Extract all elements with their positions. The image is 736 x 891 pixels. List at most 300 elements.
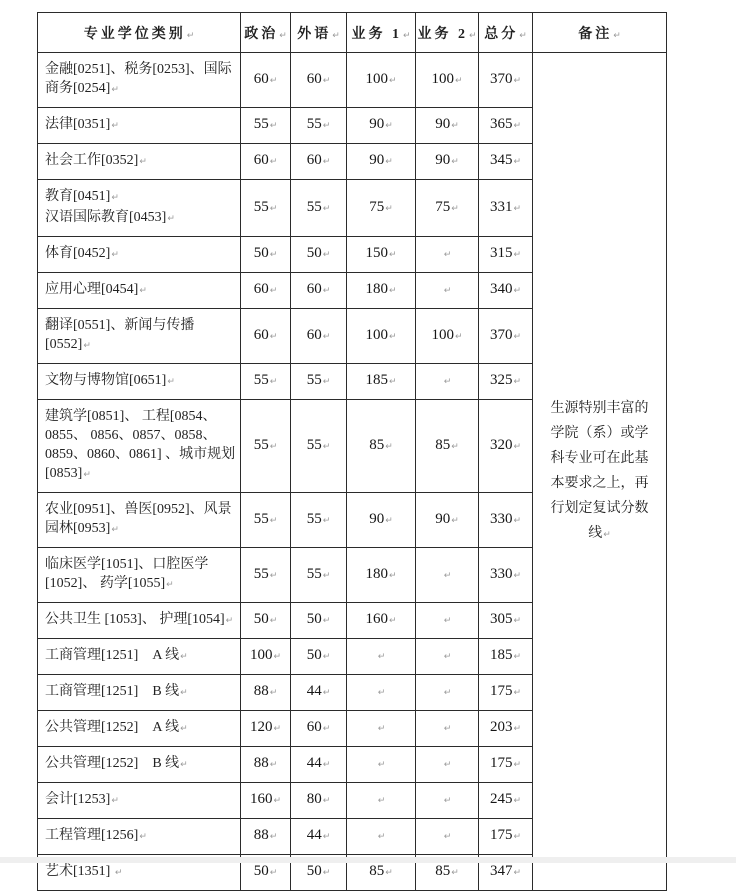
paragraph-mark-icon: ↵: [385, 441, 393, 452]
business1-cell: [347, 237, 416, 273]
category-text: 临床医学[1051]、口腔医学[1052]、 药学[1055]: [45, 557, 209, 591]
score-value: 55: [253, 116, 269, 132]
paragraph-mark-icon: ↵: [377, 724, 386, 734]
score-value: 60: [306, 719, 322, 735]
table-row: [38, 53, 667, 108]
category-text: 工程管理[1256]: [45, 828, 139, 843]
foreign-language-cell: [291, 273, 347, 309]
column-header-politics: [241, 13, 291, 53]
politics-cell: [241, 273, 291, 309]
politics-cell: [241, 548, 291, 603]
foreign-language-cell: [291, 108, 347, 144]
score-value: 88: [253, 827, 269, 843]
score-value: 60: [306, 70, 322, 87]
category-cell: [38, 747, 241, 783]
score-value: 245: [489, 791, 513, 807]
total-score-cell: [479, 819, 533, 855]
score-value: 100: [431, 326, 454, 343]
score-value: 50: [253, 863, 269, 879]
score-value: 185: [489, 647, 513, 663]
category-text: 文物与博物馆[0651]: [45, 373, 167, 388]
paragraph-mark-icon: ↵: [513, 688, 522, 698]
foreign-language-cell: [291, 675, 347, 711]
politics-cell: [241, 747, 291, 783]
category-cell: [38, 53, 241, 108]
paragraph-mark-icon: ↵: [454, 75, 463, 86]
category-cell: [38, 675, 241, 711]
total-score-cell: [479, 400, 533, 493]
foreign-language-cell: [291, 639, 347, 675]
category-cell: [38, 639, 241, 675]
paragraph-mark-icon: ↵: [322, 203, 331, 214]
total-score-cell: [479, 675, 533, 711]
paragraph-mark-icon: ↵: [513, 868, 522, 878]
paragraph-mark-icon: ↵: [388, 616, 397, 626]
business1-cell: [347, 400, 416, 493]
paragraph-mark-icon: ↵: [111, 250, 119, 260]
paragraph-mark-icon: ↵: [322, 286, 331, 296]
category-text: 建筑学[0851]、 工程[0854、 0855、 0856、0857、0858、0859、0860、0861] 、城市规划[0853]: [45, 409, 236, 481]
paragraph-mark-icon: ↵: [180, 760, 188, 770]
column-header-label: 政治: [244, 26, 279, 42]
total-score-cell: [479, 180, 533, 237]
foreign-language-cell: [291, 400, 347, 493]
total-score-cell: [479, 273, 533, 309]
paragraph-mark-icon: ↵: [443, 652, 452, 662]
category-cell: [38, 400, 241, 493]
total-score-cell: [479, 783, 533, 819]
paragraph-mark-icon: ↵: [180, 688, 188, 698]
score-value: 55: [306, 565, 322, 582]
category-text: 应用心理[0454]: [45, 282, 139, 297]
score-value: 50: [253, 611, 269, 627]
total-score-cell: [479, 711, 533, 747]
foreign-language-cell: [291, 364, 347, 400]
foreign-language-cell: [291, 53, 347, 108]
paragraph-mark-icon: ↵: [468, 30, 477, 41]
business2-cell: [416, 639, 479, 675]
score-value: 44: [306, 755, 322, 771]
category-cell: [38, 144, 241, 180]
paragraph-mark-icon: ↵: [322, 377, 331, 387]
paragraph-mark-icon: ↵: [388, 377, 397, 387]
paragraph-mark-icon: ↵: [322, 121, 331, 131]
business2-cell: [416, 364, 479, 400]
paragraph-mark-icon: ↵: [273, 724, 282, 734]
category-text: 工商管理[1251] B 线: [45, 684, 180, 699]
score-value: 100: [431, 70, 454, 87]
remark-text: 生源特别丰富的学院（系）或学科专业可在此基本要求之上，再行划定复试分数线: [550, 400, 649, 541]
business2-cell: [416, 144, 479, 180]
paragraph-mark-icon: ↵: [180, 724, 188, 734]
paragraph-mark-icon: ↵: [269, 570, 278, 581]
paragraph-mark-icon: ↵: [186, 30, 195, 41]
score-value: 55: [253, 198, 269, 215]
score-value: 50: [306, 863, 322, 879]
score-value: 315: [489, 245, 513, 261]
total-score-cell: [479, 493, 533, 548]
category-text: 翻译[0551]、新闻与传播[0552]: [45, 318, 195, 352]
paragraph-mark-icon: ↵: [322, 441, 331, 452]
business2-cell: [416, 309, 479, 364]
category-text: 工商管理[1251] A 线: [45, 648, 180, 663]
business1-cell: [347, 783, 416, 819]
paragraph-mark-icon: ↵: [443, 250, 452, 260]
paragraph-mark-icon: ↵: [385, 157, 393, 167]
paragraph-mark-icon: ↵: [377, 652, 386, 662]
category-cell: [38, 309, 241, 364]
total-score-cell: [479, 364, 533, 400]
category-text: 公共管理[1252] A 线: [45, 720, 180, 735]
business2-cell: [416, 273, 479, 309]
score-value: 320: [489, 436, 513, 453]
paragraph-mark-icon: ↵: [111, 85, 119, 95]
paragraph-mark-icon: ↵: [385, 203, 393, 214]
score-value: 90: [435, 152, 451, 168]
paragraph-mark-icon: ↵: [443, 832, 452, 842]
paragraph-mark-icon: ↵: [114, 868, 123, 878]
category-text: 农业[0951]、兽医[0952]、风景园林[0953]: [45, 502, 232, 536]
category-text: 会计[1253]: [45, 792, 111, 807]
paragraph-mark-icon: ↵: [513, 286, 522, 296]
foreign-language-cell: [291, 237, 347, 273]
score-value: 55: [306, 436, 322, 453]
politics-cell: [241, 639, 291, 675]
score-value: 120: [249, 719, 273, 735]
column-header-label: 专业学位类别: [83, 26, 186, 42]
paragraph-mark-icon: ↵: [332, 30, 340, 41]
paragraph-mark-icon: ↵: [513, 652, 522, 662]
remark-cell: [533, 53, 667, 891]
paragraph-mark-icon: ↵: [269, 616, 278, 626]
score-value: 100: [365, 70, 388, 87]
paragraph-mark-icon: ↵: [513, 441, 522, 452]
paragraph-mark-icon: ↵: [166, 580, 174, 590]
paragraph-mark-icon: ↵: [139, 157, 147, 167]
foreign-language-cell: [291, 747, 347, 783]
column-header-label: 总分: [484, 26, 519, 42]
paragraph-mark-icon: ↵: [377, 832, 386, 842]
business1-cell: [347, 108, 416, 144]
score-value: 55: [306, 510, 322, 527]
paragraph-mark-icon: ↵: [443, 796, 452, 806]
score-value: 55: [253, 565, 269, 582]
paragraph-mark-icon: ↵: [269, 868, 278, 878]
score-value: 55: [306, 372, 322, 388]
score-value: 90: [435, 116, 451, 132]
paragraph-mark-icon: ↵: [454, 331, 463, 342]
category-text: 体育[0452]: [45, 246, 111, 261]
foreign-language-cell: [291, 180, 347, 237]
politics-cell: [241, 237, 291, 273]
score-value: 55: [253, 436, 269, 453]
paragraph-mark-icon: ↵: [322, 157, 331, 167]
paragraph-mark-icon: ↵: [269, 286, 278, 296]
paragraph-mark-icon: ↵: [451, 157, 459, 167]
total-score-cell: [479, 639, 533, 675]
score-value: 90: [369, 116, 385, 132]
score-value: 330: [489, 565, 513, 582]
category-cell: [38, 364, 241, 400]
score-value: 55: [306, 116, 322, 132]
foreign-language-cell: [291, 144, 347, 180]
business1-cell: [347, 493, 416, 548]
category-text: 社会工作[0352]: [45, 153, 139, 168]
category-text: 公共卫生 [1053]、 护理[1054]: [45, 612, 225, 627]
politics-cell: [241, 364, 291, 400]
business1-cell: [347, 603, 416, 639]
score-value: 330: [489, 510, 513, 527]
paragraph-mark-icon: ↵: [322, 652, 331, 662]
category-cell: [38, 819, 241, 855]
paragraph-mark-icon: ↵: [322, 796, 331, 806]
total-score-cell: [479, 108, 533, 144]
paragraph-mark-icon: ↵: [269, 760, 278, 770]
category-cell: [38, 180, 241, 237]
score-value: 180: [365, 565, 388, 582]
paragraph-mark-icon: ↵: [269, 121, 278, 131]
paragraph-mark-icon: ↵: [513, 515, 522, 526]
column-header-label: 备注: [578, 26, 613, 42]
score-value: 60: [306, 326, 322, 343]
business1-cell: [347, 309, 416, 364]
paragraph-mark-icon: ↵: [388, 286, 397, 296]
paragraph-mark-icon: ↵: [322, 250, 331, 260]
paragraph-mark-icon: ↵: [513, 377, 522, 387]
paragraph-mark-icon: ↵: [385, 868, 393, 878]
paragraph-mark-icon: ↵: [513, 570, 522, 581]
paragraph-mark-icon: ↵: [167, 214, 175, 224]
paragraph-mark-icon: ↵: [269, 331, 278, 342]
total-score-cell: [479, 548, 533, 603]
politics-cell: [241, 819, 291, 855]
paragraph-mark-icon: ↵: [388, 331, 397, 342]
politics-cell: [241, 711, 291, 747]
header-row: [38, 13, 667, 53]
score-value: 365: [489, 116, 513, 132]
score-value: 100: [249, 647, 273, 663]
paragraph-mark-icon: ↵: [322, 760, 331, 770]
business2-cell: [416, 180, 479, 237]
column-header-total-score: [479, 13, 533, 53]
business1-cell: [347, 747, 416, 783]
paragraph-mark-icon: ↵: [513, 796, 522, 806]
column-header-category: [38, 13, 241, 53]
total-score-cell: [479, 309, 533, 364]
politics-cell: [241, 53, 291, 108]
score-value: 85: [369, 863, 385, 879]
score-value: 60: [306, 152, 322, 168]
paragraph-mark-icon: ↵: [385, 121, 393, 131]
paragraph-mark-icon: ↵: [139, 286, 147, 296]
politics-cell: [241, 309, 291, 364]
paragraph-mark-icon: ↵: [443, 286, 452, 296]
total-score-cell: [479, 53, 533, 108]
business1-cell: [347, 180, 416, 237]
business2-cell: [416, 603, 479, 639]
score-value: 85: [369, 436, 385, 453]
score-value: 370: [489, 70, 513, 87]
paragraph-mark-icon: ↵: [322, 688, 331, 698]
category-cell: [38, 493, 241, 548]
score-value: 331: [489, 198, 513, 215]
paragraph-mark-icon: ↵: [451, 868, 459, 878]
paragraph-mark-icon: ↵: [269, 377, 278, 387]
paragraph-mark-icon: ↵: [451, 441, 459, 452]
foreign-language-cell: [291, 493, 347, 548]
paragraph-mark-icon: ↵: [322, 331, 331, 342]
category-cell: [38, 237, 241, 273]
score-value: 60: [253, 152, 269, 168]
business1-cell: [347, 548, 416, 603]
paragraph-mark-icon: ↵: [111, 525, 119, 535]
paragraph-mark-icon: ↵: [513, 203, 522, 214]
category-text: 教育[0451]: [45, 189, 111, 204]
column-header-label: 业务 1: [351, 26, 402, 42]
score-value: 90: [369, 152, 385, 168]
paragraph-mark-icon: ↵: [167, 377, 175, 387]
paragraph-mark-icon: ↵: [443, 760, 452, 770]
category-cell: [38, 783, 241, 819]
business1-cell: [347, 144, 416, 180]
paragraph-mark-icon: ↵: [443, 616, 452, 626]
score-value: 55: [253, 372, 269, 388]
score-value: 185: [365, 372, 388, 388]
paragraph-mark-icon: ↵: [451, 515, 459, 526]
paragraph-mark-icon: ↵: [443, 688, 452, 698]
paragraph-mark-icon: ↵: [322, 724, 331, 734]
business2-cell: [416, 548, 479, 603]
business2-cell: [416, 783, 479, 819]
score-value: 88: [253, 683, 269, 699]
score-value: 180: [365, 281, 388, 297]
score-value: 55: [306, 198, 322, 215]
politics-cell: [241, 603, 291, 639]
foreign-language-cell: [291, 309, 347, 364]
paragraph-mark-icon: ↵: [273, 652, 282, 662]
paragraph-mark-icon: ↵: [269, 832, 278, 842]
column-header-remark: [533, 13, 667, 53]
score-value: 60: [253, 326, 269, 343]
score-value: 60: [306, 281, 322, 297]
paragraph-mark-icon: ↵: [322, 616, 331, 626]
category-cell: [38, 603, 241, 639]
paragraph-mark-icon: ↵: [443, 724, 452, 734]
score-value: 50: [253, 245, 269, 261]
score-value: 44: [306, 827, 322, 843]
paragraph-mark-icon: ↵: [388, 570, 397, 581]
score-value: 160: [249, 791, 273, 807]
category-text: 金融[0251]、税务[0253]、国际商务[0254]: [45, 62, 232, 96]
total-score-cell: [479, 747, 533, 783]
paragraph-mark-icon: ↵: [83, 341, 91, 351]
politics-cell: [241, 180, 291, 237]
paragraph-mark-icon: ↵: [322, 570, 331, 581]
business1-cell: [347, 364, 416, 400]
category-text: 汉语国际教育[0453]: [45, 210, 167, 225]
paragraph-mark-icon: ↵: [513, 121, 522, 131]
paragraph-mark-icon: ↵: [83, 470, 91, 480]
paragraph-mark-icon: ↵: [443, 570, 452, 581]
score-value: 90: [369, 510, 385, 527]
score-value: 160: [365, 611, 388, 627]
business2-cell: [416, 53, 479, 108]
politics-cell: [241, 108, 291, 144]
category-cell: [38, 711, 241, 747]
paragraph-mark-icon: ↵: [513, 724, 522, 734]
foreign-language-cell: [291, 711, 347, 747]
business2-cell: [416, 747, 479, 783]
score-value: 55: [253, 510, 269, 527]
business2-cell: [416, 237, 479, 273]
paragraph-mark-icon: ↵: [269, 75, 278, 86]
paragraph-mark-icon: ↵: [180, 652, 188, 662]
score-value: 100: [365, 326, 388, 343]
category-text: 公共管理[1252] B 线: [45, 756, 180, 771]
score-value: 44: [306, 683, 322, 699]
score-value: 305: [489, 611, 513, 627]
paragraph-mark-icon: ↵: [377, 796, 386, 806]
paragraph-mark-icon: ↵: [603, 529, 611, 540]
paragraph-mark-icon: ↵: [513, 250, 522, 260]
column-header-foreign-language: [291, 13, 347, 53]
score-value: 75: [435, 198, 451, 215]
business2-cell: [416, 108, 479, 144]
paragraph-mark-icon: ↵: [322, 832, 331, 842]
politics-cell: [241, 493, 291, 548]
paragraph-mark-icon: ↵: [377, 688, 386, 698]
score-value: 80: [306, 791, 322, 807]
score-value: 150: [365, 245, 388, 261]
score-value: 175: [489, 755, 513, 771]
score-value: 370: [489, 326, 513, 343]
category-text: 法律[0351]: [45, 117, 111, 132]
column-header-label: 业务 2: [417, 26, 468, 42]
score-value: 340: [489, 281, 513, 297]
business2-cell: [416, 493, 479, 548]
paragraph-mark-icon: ↵: [519, 30, 527, 41]
paragraph-mark-icon: ↵: [225, 616, 234, 626]
page-bottom-strip: [0, 857, 736, 863]
paragraph-mark-icon: ↵: [111, 193, 119, 203]
paragraph-mark-icon: ↵: [139, 832, 147, 842]
score-value: 347: [489, 863, 513, 879]
business1-cell: [347, 53, 416, 108]
politics-cell: [241, 400, 291, 493]
paragraph-mark-icon: ↵: [385, 515, 393, 526]
total-score-cell: [479, 603, 533, 639]
category-cell: [38, 108, 241, 144]
paragraph-mark-icon: ↵: [513, 157, 522, 167]
foreign-language-cell: [291, 819, 347, 855]
score-value: 85: [435, 863, 451, 879]
politics-cell: [241, 675, 291, 711]
paragraph-mark-icon: ↵: [269, 441, 278, 452]
paragraph-mark-icon: ↵: [388, 250, 397, 260]
business1-cell: [347, 639, 416, 675]
category-text: 艺术[1351]: [45, 864, 114, 879]
score-value: 60: [253, 70, 269, 87]
paragraph-mark-icon: ↵: [402, 30, 411, 41]
score-value: 50: [306, 647, 322, 663]
paragraph-mark-icon: ↵: [443, 377, 452, 387]
score-value: 175: [489, 827, 513, 843]
score-value: 60: [253, 281, 269, 297]
score-value: 50: [306, 245, 322, 261]
score-value: 50: [306, 611, 322, 627]
paragraph-mark-icon: ↵: [269, 688, 278, 698]
paragraph-mark-icon: ↵: [111, 121, 119, 131]
